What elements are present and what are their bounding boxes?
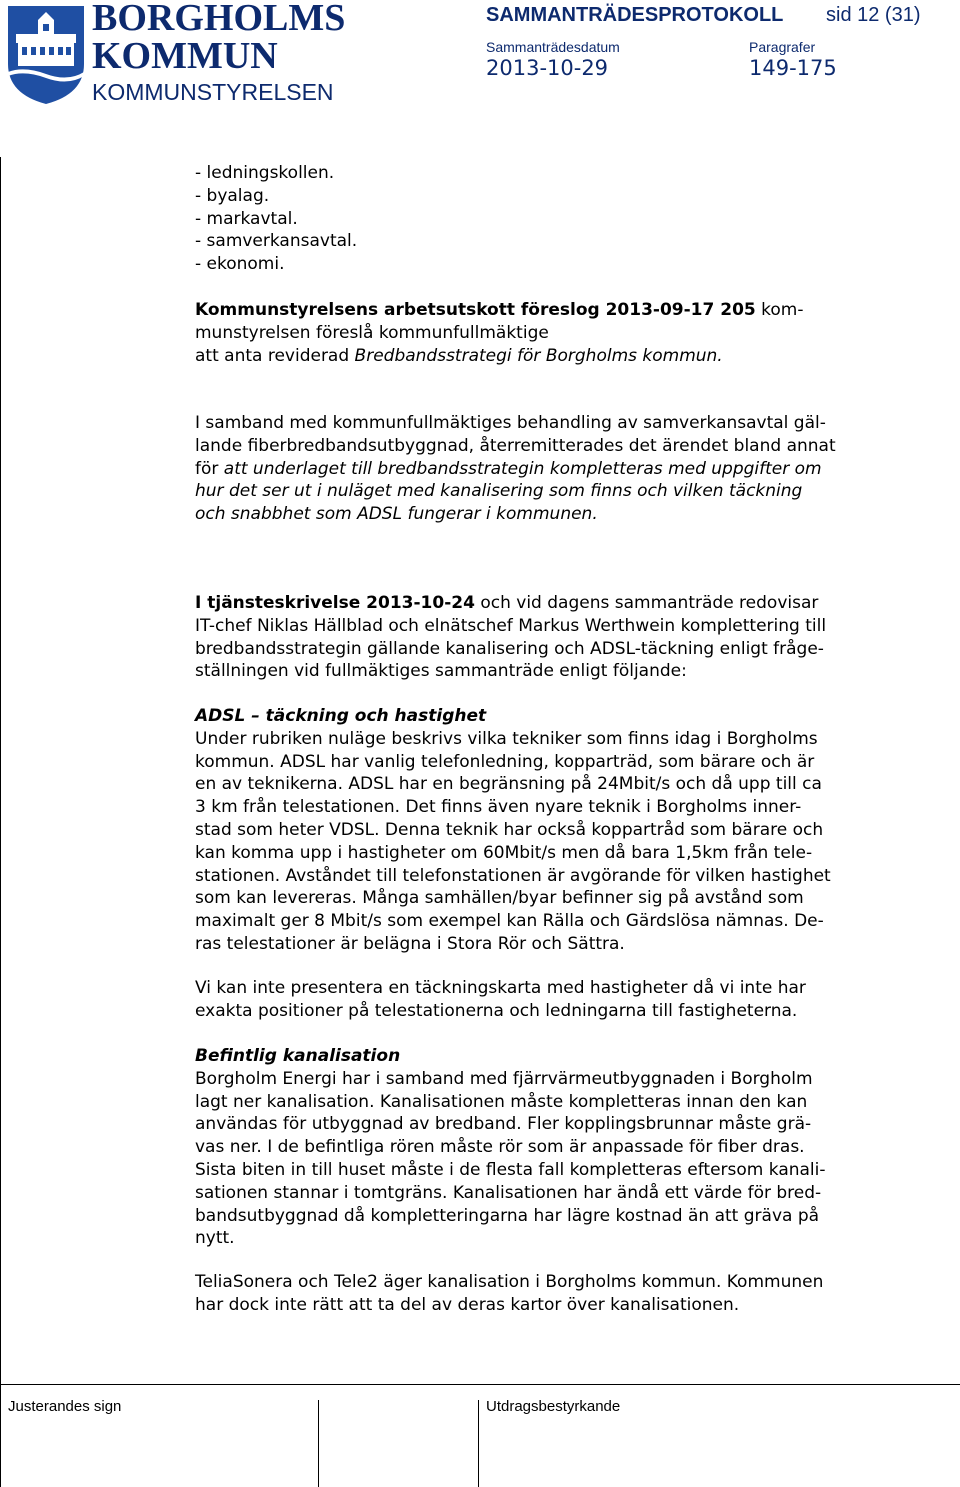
kanalisation-section [195, 1045, 915, 1250]
paragraph-line: exakta positioner på telestationerna och ledningarna till fastigheterna. [195, 1000, 798, 1021]
footer-separator-2 [478, 1400, 479, 1487]
paragraph-text: och vid dagens sammanträde redovisar [474, 593, 819, 613]
paragraph-line: kan komma upp i hastigheter om 60Mbit/s men då bara 1,5km från tele- [195, 842, 813, 863]
paragraph-line: en av teknikerna. ADSL har en begränsning på 24Mbit/s och då upp till ca [195, 774, 822, 795]
paragraph-italic: att underlaget till bredbandsstrategin kompletteras med uppgifter om [223, 458, 822, 479]
date-value: 2013-10-29 [486, 56, 609, 80]
proposal-line: munstyrelsen föreslå kommunfullmäktige [195, 322, 549, 343]
adsl-section [195, 705, 915, 956]
paragraph-line: TeliaSonera och Tele2 äger kanalisation i Borgholms kommun. Kommunen [195, 1272, 824, 1292]
list-item: - byalag. [195, 185, 270, 206]
list-item: - markavtal. [195, 208, 298, 229]
paragraph-text: för [195, 458, 224, 479]
proposal-paragraph [195, 299, 915, 367]
brand-department: KOMMUNSTYRELSEN [92, 79, 334, 105]
paragraph-line: I samband med kommunfullmäktiges behandling av samverkansavtal gäl- [195, 413, 826, 433]
borgholm-crest-logo [4, 2, 88, 106]
paragraph-line: vas ner. I de befintliga rören måste rör som är anpassade för fiber dras. [195, 1137, 805, 1158]
paragraph-line: Vi kan inte presentera en täckningskarta med hastigheter då vi inte har [195, 978, 806, 998]
paragraph-line: 3 km från telestationen. Det finns även nyare teknik i Borgholms inner- [195, 797, 802, 818]
footer-separator-1 [318, 1400, 319, 1487]
proposal-text: att anta reviderad [195, 345, 355, 366]
signature-label: Justerandes sign [8, 1398, 122, 1415]
list-item: - samverkansavtal. [195, 231, 358, 252]
coverage-paragraph [195, 977, 915, 1023]
footer-divider [0, 1384, 960, 1385]
paragraph-line: lagt ner kanalisation. Kanalisationen måste kompletteras innan den kan [195, 1091, 808, 1112]
list-item: - ledningskollen. [195, 163, 335, 183]
list-item: - ekonomi. [195, 254, 285, 275]
paragraph-value: 149-175 [749, 56, 837, 80]
proposal-text: kom- [755, 300, 804, 320]
page-number: sid 12 (31) [826, 4, 921, 26]
paragraph-line: IT-chef Niklas Hällblad och elnätschef Markus Werthwein komplettering till [195, 615, 827, 636]
paragraph-line: maximalt ger 8 Mbit/s som exempel kan Rälla och Gärdslösa nämnas. De- [195, 911, 824, 932]
paragraph-line: nytt. [195, 1228, 235, 1249]
paragraph-line: Sista biten in till huset måste i de flesta fall kompletteras eftersom kanali- [195, 1159, 826, 1180]
paragraph-line: och snabbhet som ADSL fungerar i kommunen. [195, 504, 598, 525]
date-label: Sammanträdesdatum [486, 39, 620, 55]
paragraph-line: kommun. ADSL har vanlig telefonledning, kopparträd, som bärare och är [195, 751, 815, 772]
frame-left-line [0, 157, 1, 1487]
paragraph-line: som kan levereras. Många samhällen/byar befinner sig på avstånd som [195, 888, 804, 909]
report-paragraph [195, 592, 915, 683]
paragraph-line: användas för utbyggnad av bredband. Fler kopplingsbrunnar måste grä- [195, 1114, 812, 1135]
report-bold: I tjänsteskrivelse 2013-10-24 [195, 593, 475, 613]
brand-name: BORGHOLMS [92, 0, 346, 39]
paragraph-line: bandsutbyggnad då kompletteringarna har lägre kostnad än att gräva på [195, 1205, 820, 1226]
background-paragraph [195, 412, 915, 526]
kanalisation-heading: Befintlig kanalisation [195, 1046, 401, 1066]
paragraph-line: stad som heter VDSL. Denna teknik har också koppartråd som bärare och [195, 819, 824, 840]
paragraph-line: Borgholm Energi har i samband med fjärrvärmeutbyggnaden i Borgholm [195, 1068, 813, 1089]
extract-label: Utdragsbestyrkande [486, 1398, 621, 1415]
paragraph-line: hur det ser ut i nuläget med kanalisering som finns och vilken täckning [195, 481, 803, 502]
adsl-heading: ADSL – täckning och hastighet [195, 706, 487, 726]
paragraph-line: stationen. Avståndet till telefonstationen är avgörande för vilken hastighet [195, 865, 831, 886]
document-type: SAMMANTRÄDESPROTOKOLL [486, 4, 784, 26]
paragraph-line: ställningen vid fullmäktiges sammanträde enligt följande: [195, 661, 687, 682]
paragraph-line: ras telestationer är belägna i Stora Rör och Sättra. [195, 933, 625, 954]
paragraph-line: sationen stannar i tomtgräns. Kanalisationen har ändå ett värde för bred- [195, 1182, 822, 1203]
brand-kommun: KOMMUN [92, 35, 278, 77]
paragraph-line: bredbandsstrategin gällande kanalisering och ADSL-täckning enligt fråge- [195, 638, 824, 659]
strategy-title: Bredbandsstrategi för Borgholms kommun. [354, 345, 723, 366]
paragraph-line: har dock inte rätt att ta del av deras kartor över kanalisationen. [195, 1294, 740, 1315]
telia-paragraph [195, 1271, 915, 1317]
topic-list [195, 162, 915, 276]
paragraph-label: Paragrafer [749, 39, 816, 55]
paragraph-line: Under rubriken nuläge beskrivs vilka tekniker som finns idag i Borgholms [195, 728, 818, 749]
paragraph-line: lande fiberbredbandsutbyggnad, återremitterades det ärendet bland annat [195, 435, 836, 456]
proposal-bold: Kommunstyrelsens arbetsutskott föreslog 2013-09-17 205 [195, 300, 756, 320]
